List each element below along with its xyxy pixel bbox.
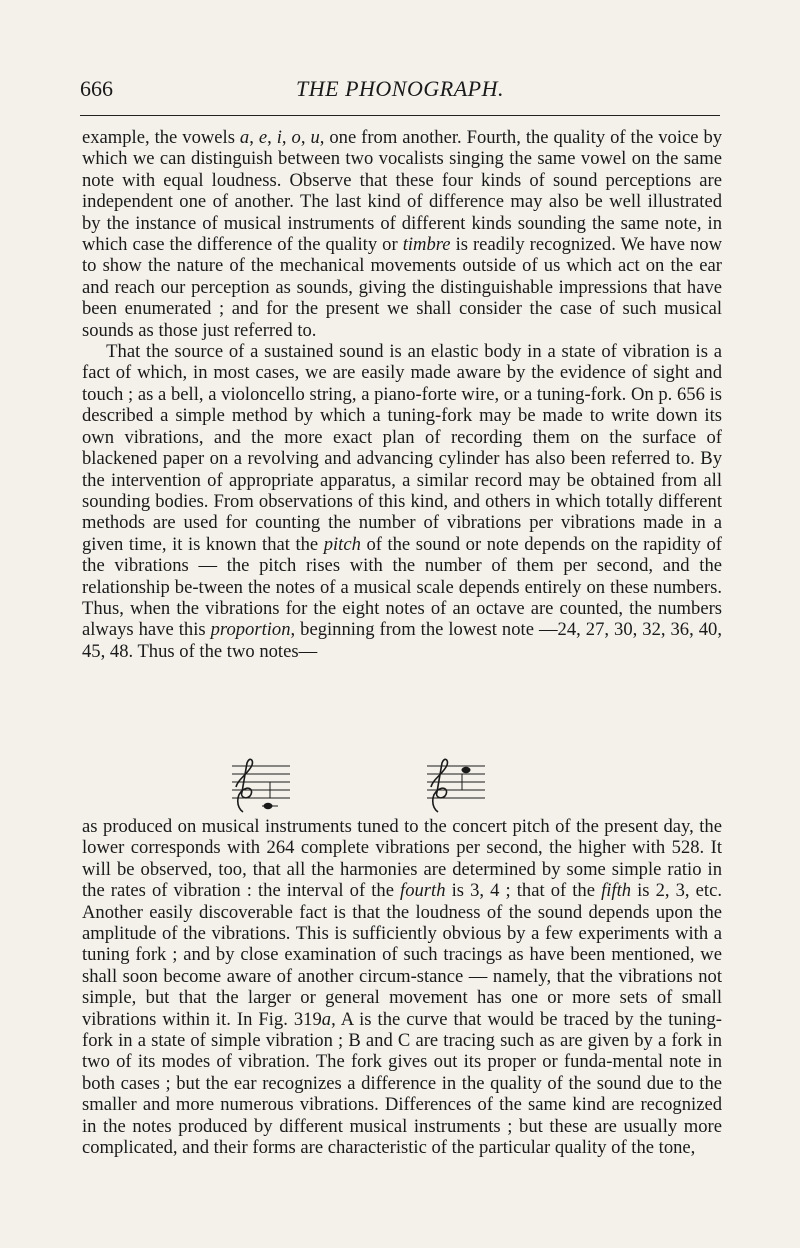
musical-notes-figure (0, 757, 800, 815)
staff-higher-note (427, 759, 485, 812)
text-block-bottom (82, 816, 722, 1159)
vowel-i: i (276, 127, 282, 148)
paragraph-3: as produced on musical instruments tuned to the concert pitch of the present day, the lower corresponds with 264 complete vibrations per second, the higher with 528. It will be observed, too, that all the harmonies are determined by some simple ratio in the rates of vibration : the interval of the fourth is 3, 4 ; that of the fifth is 2, 3, etc. Another easily discoverable fact is that the loudness of the sound depends upon the amplitude of the vibrations. This is sufficiently obvious by a few experiments with a tuning fork ; and by close examination of such tracings as have been mentioned, we shall soon become aware of another circum-stance — namely, that the vibrations not simple, but that the larger or general movement has one or more sets of small vibrations within it. In Fig. 319a, A is the curve that would be traced by the tuning-fork in a state of simple vibration ; B and C are tracing such as are given by a fork in two of its modes of vibration. The fork gives out its proper or funda-mental note in both cases ; but the ear recognizes a difference in the quality of the sound due to the smaller and more numerous vibrations. Differences of the same kind are recognized in the notes produced by different musical instruments ; but these are usually more complicated, and their forms are characteristic of the particular quality of the tone, (82, 816, 722, 1159)
timbre-term: timbre (402, 234, 451, 256)
note-c-lower (264, 803, 273, 809)
page-number: 666 (80, 76, 113, 101)
fifth-term: fifth (601, 880, 632, 902)
vowel-e: e (258, 127, 268, 148)
proportion-term: proportion (210, 619, 291, 641)
fig-suffix: a (321, 1008, 332, 1030)
running-title: THE PHONOGRAPH. (296, 76, 504, 101)
paragraph-1: example, the vowels a, e, i, o, u, one from another. Fourth, the quality of the voice by which we can distinguish between two vocalists singing the same vowel on the same note with equal loudness. Observe that these four kinds of sound perceptions are independent one of another. The last kind of difference may also be well illustrated by the instance of musical instruments of different kinds sounding the same note, in which case the difference of the quality or timbre is readily recognized. We have now to show the nature of the mechanical movements outside of us which act on the ear and reach our perception as sounds, giving the distinguishable impressions that have been enumerated ; and for the present we shall consider the case of such musical sounds as those just referred to. (82, 127, 723, 341)
vowel-u: u (310, 127, 320, 148)
note-c-higher (462, 767, 471, 773)
vowel-o: o (291, 127, 301, 148)
fourth-term: fourth (400, 880, 446, 902)
pitch-term: pitch (323, 533, 361, 555)
page-header (80, 66, 720, 100)
vowel-a: a (239, 127, 250, 148)
staff-lower-note (232, 759, 290, 812)
header-rule (80, 115, 720, 116)
paragraph-2: That the source of a sustained sound is an elastic body in a state of vibration is a fact of which, in most cases, we are easily made aware by the evidence of sight and touch ; as a bell, a violoncello string, a piano-forte wire, or a tuning-fork. On p. 656 is described a simple method by which a tuning-fork may be made to write down its own vibrations, and the more exact plan of recording them on the surface of blackened paper on a revolving and advancing cylinder has also been referred to. By the intervention of appropriate apparatus, a similar record may be obtained from all sounding bodies. From observations of this kind, and others in which totally different methods are used for counting the number of vibrations per vibrations made in a given time, it is known that the pitch of the sound or note depends on the rapidity of the vibrations — the pitch rises with the number of them per second, and the relationship be-tween the notes of a musical scale depends entirely on these numbers. Thus, when the vibrations for the eight notes of an octave are counted, the numbers always have this proportion, beginning from the lowest note —24, 27, 30, 32, 36, 40, 45, 48. Thus of the two notes— (82, 341, 722, 662)
text-block-top (82, 127, 722, 662)
